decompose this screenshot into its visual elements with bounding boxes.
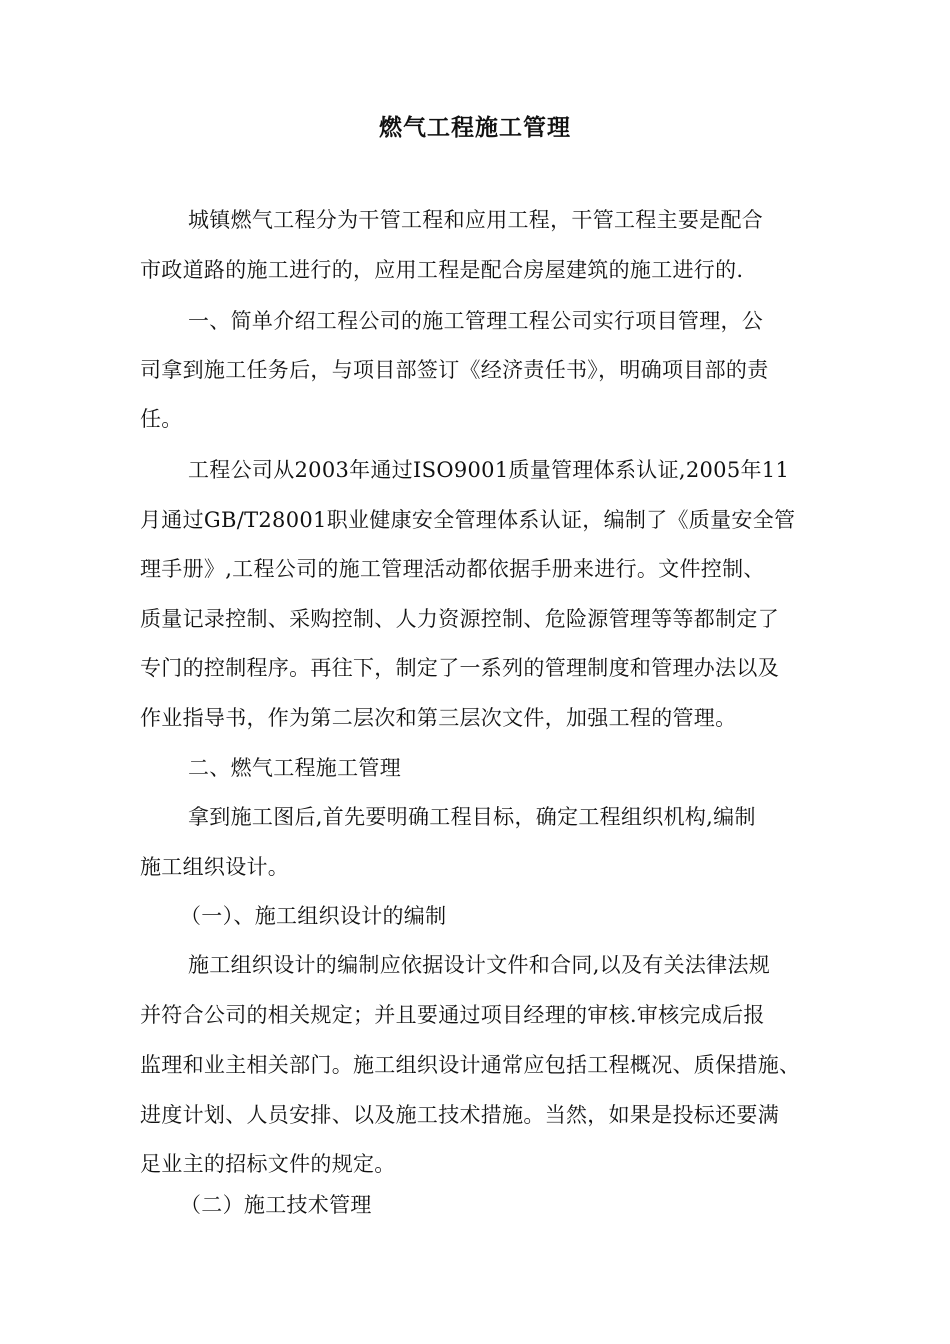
paragraph-line: 市政道路的施工进行的，应用工程是配合房屋建筑的施工进行的. (140, 258, 744, 282)
paragraph-line: 司拿到施工任务后，与项目部签订《经济责任书》，明确项目部的责 (140, 358, 769, 382)
paragraph-line: 城镇燃气工程分为干管工程和应用工程，干管工程主要是配合 (188, 208, 764, 232)
paragraph-line: 理手册》,工程公司的施工管理活动都依据手册来进行。文件控制、 (140, 557, 765, 581)
paragraph-line: 工程公司从2003年通过ISO9001质量管理体系认证,2005年11 (188, 458, 790, 482)
paragraph-line: 并符合公司的相关规定；并且要通过项目经理的审核.审核完成后报 (140, 1003, 765, 1027)
section-heading-line: 一、简单介绍工程公司的施工管理工程公司实行项目管理，公 (188, 309, 764, 333)
section-heading: 二、燃气工程施工管理 (188, 756, 401, 780)
paragraph-line: 月通过GB/T28001职业健康安全管理体系认证，编制了《质量安全管 (140, 508, 796, 532)
subsection-heading: （二）施工技术管理 (180, 1193, 372, 1217)
paragraph-line: 专门的控制程序。再往下，制定了一系列的管理制度和管理办法以及 (140, 656, 779, 680)
subsection-heading: （一）、施工组织设计的编制 (180, 904, 447, 928)
paragraph-line: 进度计划、人员安排、以及施工技术措施。当然，如果是投标还要满 (140, 1103, 779, 1127)
paragraph-line: 任。 (140, 407, 183, 431)
paragraph-line: 监理和业主相关部门。施工组织设计通常应包括工程概况、质保措施、 (140, 1053, 801, 1077)
paragraph-line: 施工组织设计。 (140, 855, 290, 879)
paragraph-line: 足业主的招标文件的规定。 (140, 1152, 396, 1176)
paragraph-line: 施工组织设计的编制应依据设计文件和合同,以及有关法律法规 (188, 953, 771, 977)
paragraph-line: 质量记录控制、采购控制、人力资源控制、危险源管理等等都制定了 (140, 607, 779, 631)
paragraph-line: 作业指导书，作为第二层次和第三层次文件，加强工程的管理。 (140, 706, 737, 730)
document-title: 燃气工程施工管理 (379, 115, 571, 141)
paragraph-line: 拿到施工图后,首先要明确工程目标，确定工程组织机构,编制 (188, 805, 756, 829)
